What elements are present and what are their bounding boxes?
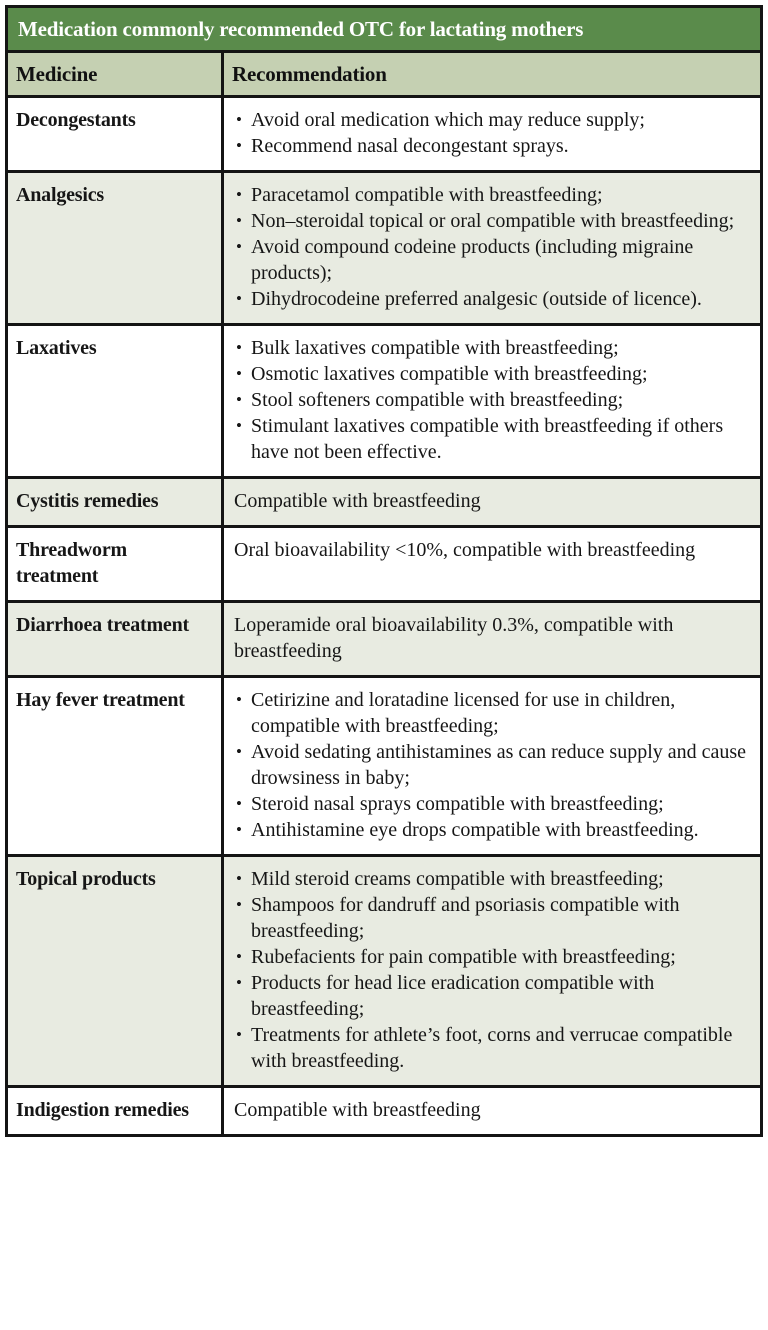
bullet-item: • Non–steroidal topical or oral compatible with breastfeeding;	[234, 208, 750, 234]
table-row	[7, 856, 762, 1087]
medication-table	[5, 5, 763, 1137]
table-title-row	[7, 7, 762, 52]
bullet-item: • Products for head lice eradication compatible with breastfeeding;	[234, 970, 750, 1022]
table-row	[7, 172, 762, 325]
bullet-item: • Recommend nasal decongestant sprays.	[234, 133, 750, 159]
recommendation-text: Compatible with breastfeeding	[234, 490, 481, 512]
recommendation-text: Oral bioavailability <10%, compatible with breastfeeding	[234, 539, 696, 561]
table-row	[7, 325, 762, 478]
table-header-row	[7, 52, 762, 97]
medicine-cell: Cystitis remedies	[7, 478, 223, 527]
recommendation-list	[234, 107, 750, 159]
medicine-cell: Laxatives	[7, 325, 223, 478]
recommendation-cell	[223, 677, 762, 856]
recommendation-list	[234, 335, 750, 465]
recommendation-cell	[223, 325, 762, 478]
table-body	[7, 97, 762, 1136]
recommendation-cell	[223, 172, 762, 325]
recommendation-cell	[223, 1087, 762, 1136]
bullet-item: • Dihydrocodeine preferred analgesic (outside of licence).	[234, 286, 750, 312]
bullet-item: • Mild steroid creams compatible with breastfeeding;	[234, 866, 750, 892]
recommendation-text: Loperamide oral bioavailability 0.3%, compatible with breastfeeding	[234, 614, 674, 662]
bullet-item: • Avoid sedating antihistamines as can reduce supply and cause drowsiness in baby;	[234, 739, 750, 791]
column-header-medicine: Medicine	[7, 52, 223, 97]
medicine-cell: Diarrhoea treatment	[7, 602, 223, 677]
recommendation-text: Compatible with breastfeeding	[234, 1099, 481, 1121]
recommendation-list	[234, 182, 750, 312]
table-row	[7, 677, 762, 856]
recommendation-cell	[223, 856, 762, 1087]
recommendation-list	[234, 687, 750, 843]
bullet-item: • Stimulant laxatives compatible with breastfeeding if others have not been effective.	[234, 413, 750, 465]
table-row	[7, 478, 762, 527]
bullet-item: • Rubefacients for pain compatible with breastfeeding;	[234, 944, 750, 970]
bullet-item: • Treatments for athlete’s foot, corns and verrucae compatible with breastfeeding.	[234, 1022, 750, 1074]
column-header-recommendation: Recommendation	[223, 52, 762, 97]
bullet-item: • Cetirizine and loratadine licensed for use in children, compatible with breastfeeding;	[234, 687, 750, 739]
recommendation-list	[234, 866, 750, 1074]
bullet-item: • Avoid compound codeine products (including migraine products);	[234, 234, 750, 286]
medicine-cell: Decongestants	[7, 97, 223, 172]
table-row	[7, 602, 762, 677]
table-row	[7, 1087, 762, 1136]
recommendation-cell	[223, 97, 762, 172]
medicine-cell: Indigestion remedies	[7, 1087, 223, 1136]
medicine-cell: Analgesics	[7, 172, 223, 325]
table-title: Medication commonly recommended OTC for lactating mothers	[7, 7, 762, 52]
bullet-item: • Steroid nasal sprays compatible with breastfeeding;	[234, 791, 750, 817]
recommendation-cell	[223, 478, 762, 527]
bullet-item: • Paracetamol compatible with breastfeeding;	[234, 182, 750, 208]
table-row	[7, 97, 762, 172]
bullet-item: • Osmotic laxatives compatible with breastfeeding;	[234, 361, 750, 387]
bullet-item: • Antihistamine eye drops compatible with breastfeeding.	[234, 817, 750, 843]
medicine-cell: Topical products	[7, 856, 223, 1087]
table-row	[7, 527, 762, 602]
medicine-cell: Hay fever treatment	[7, 677, 223, 856]
bullet-item: • Bulk laxatives compatible with breastfeeding;	[234, 335, 750, 361]
bullet-item: • Stool softeners compatible with breastfeeding;	[234, 387, 750, 413]
bullet-item: • Avoid oral medication which may reduce supply;	[234, 107, 750, 133]
bullet-item: • Shampoos for dandruff and psoriasis compatible with breastfeeding;	[234, 892, 750, 944]
recommendation-cell	[223, 602, 762, 677]
recommendation-cell	[223, 527, 762, 602]
medicine-cell: Threadworm treatment	[7, 527, 223, 602]
